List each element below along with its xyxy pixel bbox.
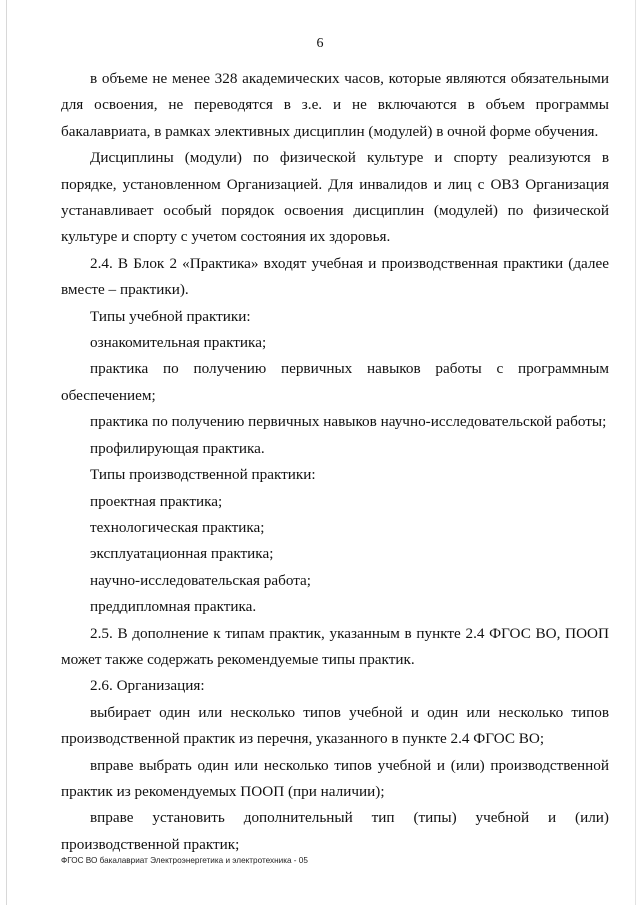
list-item-may-choose-recommended: вправе выбрать один или несколько типов учебной и (или) производственной практик из рекомендуемых ПООП (при наличии); [61,756,609,800]
heading-educational-practice-types: Типы учебной практики: [90,307,251,325]
heading-production-practice-types: Типы производственной практики: [90,466,316,484]
list-item-selects-types: выбирает один или несколько типов учебной и один или несколько типов производственной практик из перечня, указанного в пункте 2.4 ФГОС ВО; [61,703,609,748]
list-item-operational-practice: эксплуатационная практика; [90,545,274,563]
scan-edge-left [6,0,7,905]
list-item-software-skills-practice: практика по получению первичных навыков работы с программным обеспечением; [61,360,609,404]
list-item-project-practice: проектная практика; [90,492,223,510]
list-item-prediploma-practice: преддипломная практика. [90,598,257,616]
page-footer: ФГОС ВО бакалавриат Электроэнергетика и электротехника - 05 [61,856,308,865]
paragraph-hours-continuation: в объеме не менее 328 академических часов, которые являются обязательными для освоения, не переводятся в з.е. и не включаются в объем программы бакалавриата, в рамках элективных дисциплин (модулей) в очной форме обучения. [61,70,609,140]
list-item-research-work: научно-исследовательская работа; [90,571,312,589]
body-text [61,66,609,858]
list-item-profiling-practice: профилирующая практика. [90,439,265,457]
page-number: 6 [316,36,324,51]
list-item-technological-practice: технологическая практика; [90,518,265,536]
paragraph-2-5-recommended-types: 2.5. В дополнение к типам практик, указанным в пункте 2.4 ФГОС ВО, ПООП может также содержать рекомендуемые типы практик. [61,624,609,668]
list-item-familiarization-practice: ознакомительная практика; [90,334,267,352]
paragraph-2-6-organization: 2.6. Организация: [90,677,205,695]
scan-edge-right [635,0,636,905]
list-item-research-skills-practice: практика по получению первичных навыков научно-исследовательской работы; [90,413,607,431]
paragraph-physical-culture: Дисциплины (модули) по физической культуре и спорту реализуются в порядке, установленном Организацией. Для инвалидов и лиц с ОВЗ Организация устанавливает особый порядок освоения дисциплин (модулей) по физической культуре и спорту с учетом состояния их здоровья. [61,149,609,246]
paragraph-2-4-practice-block: 2.4. В Блок 2 «Практика» входят учебная и производственная практики (далее вместе – практики). [61,254,609,299]
list-item-may-establish-additional: вправе установить дополнительный тип (типы) учебной и (или) производственной практик; [61,809,609,853]
